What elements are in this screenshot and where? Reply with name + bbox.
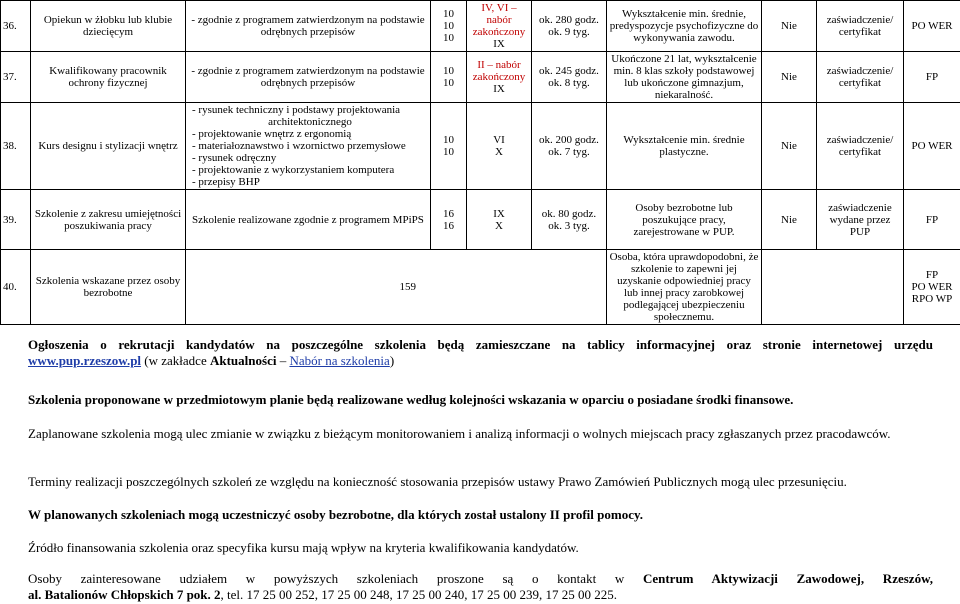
row-number: 37. [1, 52, 31, 103]
flag-value: Nie [762, 1, 817, 52]
schedule-month: X [495, 219, 503, 232]
training-program: - zgodnie z programem zatwierdzonym na podstawie odrębnych przepisów [186, 52, 431, 103]
count-value: 10 [443, 20, 454, 32]
announcement-text: ) [389, 353, 395, 368]
announcement-text: – [276, 353, 290, 368]
training-program: Szkolenie realizowane zgodnie z programem MPiPS [186, 190, 431, 250]
announcement-text: Aktualności [209, 353, 277, 368]
schedule [467, 1, 532, 52]
contact-note [28, 571, 933, 587]
schedule-note: nabór [486, 14, 512, 26]
table-row [1, 103, 960, 190]
contact-text: Osoby zainteresowane udziałem w powyższych szkoleniach proszone są o kontakt w [28, 571, 643, 586]
participant-count-total: 159 [186, 250, 607, 325]
participant-count [431, 1, 467, 52]
training-program [186, 103, 431, 190]
count-value: 10 [443, 134, 454, 146]
participant-count [431, 103, 467, 190]
duration [532, 1, 607, 52]
document-type: zaświadczenie/ certyfikat [817, 1, 904, 52]
duration-hours: ok. 280 godz. [539, 14, 599, 26]
change-note: Zaplanowane szkolenia mogą ulec zmianie w związku z bieżącym monitorowaniem i analizą informacji o wolnych miejscach pracy zgłaszanych przez pracodawców. [28, 426, 891, 441]
schedule-note: II – nabór [477, 59, 521, 71]
count-value: 16 [443, 207, 454, 220]
duration [532, 52, 607, 103]
count-value: 10 [443, 77, 454, 89]
training-program: - zgodnie z programem zatwierdzonym na podstawie odrębnych przepisów [186, 1, 431, 52]
requirements: Wykształcenie min. średnie, predyspozycje psychofizyczne do wykonywania zawodu. [607, 1, 762, 52]
recruitment-link[interactable]: Nabór na szkolenia [289, 353, 390, 368]
terms-note: Terminy realizacji poszczególnych szkoleń ze względu na konieczność stosowania przepisów ustawy Prawo Zamówień Publicznych mogą ulec przesunięciu. [28, 474, 847, 489]
schedule-month: IX [493, 207, 505, 220]
program-item: - materiałoznawstwo i wzornictwo przemysłowe [192, 140, 406, 152]
duration-weeks: ok. 3 tyg. [548, 219, 590, 232]
count-value: 16 [443, 219, 454, 232]
row-number: 39. [1, 190, 31, 250]
financing-source [904, 250, 960, 325]
duration-weeks: ok. 9 tyg. [548, 26, 590, 38]
schedule [467, 190, 532, 250]
training-name: Opiekun w żłobku lub klubie dziecięcym [31, 1, 186, 52]
schedule [467, 52, 532, 103]
announcement-text: Ogłoszenia o rekrutacji kandydatów na poszczególne szkolenia będą zamieszczane na tablicy informacyjnej oraz stronie internetowej urzędu [28, 337, 933, 352]
flag-value: Nie [762, 190, 817, 250]
financing-source: FP [904, 190, 960, 250]
schedule-note: zakończony [472, 26, 526, 38]
table-row [1, 190, 960, 250]
contact-note-cont [28, 587, 933, 603]
contact-place: Centrum Aktywizacji Zawodowej, Rzeszów, [642, 571, 933, 586]
training-name: Szkolenia wskazane przez osoby bezrobotne [31, 250, 186, 325]
program-item: - projektowanie z wykorzystaniem komputera [192, 164, 395, 176]
contact-address: al. Batalionów Chłopskich 7 pok. 2 [28, 587, 221, 602]
order-note: Szkolenia proponowane w przedmiotowym planie będą realizowane według kolejności wskazania w oparciu o posiadane środki finansowe. [28, 392, 794, 407]
website-link[interactable]: www.pup.rzeszow.pl [28, 353, 142, 368]
flag-value: Nie [762, 103, 817, 190]
count-value: 10 [443, 32, 454, 44]
training-name: Kwalifikowany pracownik ochrony fizycznej [31, 52, 186, 103]
count-value: 10 [443, 65, 454, 77]
requirements: Osoby bezrobotne lub poszukujące pracy, zarejestrowane w PUP. [607, 190, 762, 250]
document-type: zaświadczenie wydane przez PUP [817, 190, 904, 250]
table-row [1, 250, 960, 325]
program-item: - rysunek techniczny i podstawy projektowania [192, 104, 401, 116]
requirements: Wykształcenie min. średnie plastyczne. [607, 103, 762, 190]
financing-source: PO WER [904, 103, 960, 190]
duration-hours: ok. 80 godz. [541, 207, 597, 220]
schedule-note: zakończony [472, 71, 526, 83]
program-item: - przepisy BHP [192, 176, 260, 188]
program-item: - projektowanie wnętrz z ergonomią [192, 128, 352, 140]
financing-line: PO WER [911, 281, 953, 293]
duration [532, 103, 607, 190]
funding-note: Źródło finansowania szkolenia oraz specyfika kursu mają wpływ na kryteria kwalifikowania kandydatów. [28, 540, 579, 555]
empty-cell [762, 250, 904, 325]
financing-line: RPO WP [911, 293, 953, 305]
contact-phones: , tel. 17 25 00 252, 17 25 00 248, 17 25 00 240, 17 25 00 239, 17 25 00 225. [220, 587, 618, 602]
program-item: architektonicznego [268, 116, 352, 128]
schedule-month: VI [493, 134, 505, 146]
financing-line: FP [925, 269, 939, 281]
duration-hours: ok. 200 godz. [539, 134, 599, 146]
count-value: 10 [443, 8, 454, 20]
schedule-month: IX [493, 83, 505, 95]
schedule [467, 103, 532, 190]
financing-source: FP [904, 52, 960, 103]
schedule-month: IX [493, 38, 505, 50]
document-type: zaświadczenie/ certyfikat [817, 103, 904, 190]
requirements: Osoba, która uprawdopodobni, że szkolenie to zapewni jej uzyskanie odpowiedniej pracy lub innej pracy zarobkowej podlegającej ubezpieczeniu społecznemu. [607, 250, 762, 325]
duration-hours: ok. 245 godz. [539, 65, 599, 77]
duration-weeks: ok. 8 tyg. [548, 77, 590, 89]
schedule-note: IV, VI – [481, 2, 517, 14]
participant-count [431, 52, 467, 103]
eligibility-note: W planowanych szkoleniach mogą uczestniczyć osoby bezrobotne, dla których został ustalony II profil pomocy. [28, 507, 643, 522]
table-row [1, 52, 960, 103]
training-name: Kurs designu i stylizacji wnętrz [31, 103, 186, 190]
announcement-note [28, 337, 933, 353]
count-value: 10 [443, 146, 454, 158]
duration-weeks: ok. 7 tyg. [548, 146, 590, 158]
table-row [1, 1, 960, 52]
row-number: 40. [1, 250, 31, 325]
row-number: 38. [1, 103, 31, 190]
financing-source: PO WER [904, 1, 960, 52]
announcement-text: (w zakładce [141, 353, 210, 368]
flag-value: Nie [762, 52, 817, 103]
schedule-month: X [495, 146, 503, 158]
duration [532, 190, 607, 250]
participant-count [431, 190, 467, 250]
announcement-note-cont [28, 353, 933, 369]
training-name: Szkolenie z zakresu umiejętności poszukiwania pracy [31, 190, 186, 250]
row-number: 36. [1, 1, 31, 52]
requirements: Ukończone 21 lat, wykształcenie min. 8 klas szkoły podstawowej lub ukończone gimnazjum, niekaralność. [607, 52, 762, 103]
document-type: zaświadczenie/ certyfikat [817, 52, 904, 103]
program-item: - rysunek odręczny [192, 152, 277, 164]
